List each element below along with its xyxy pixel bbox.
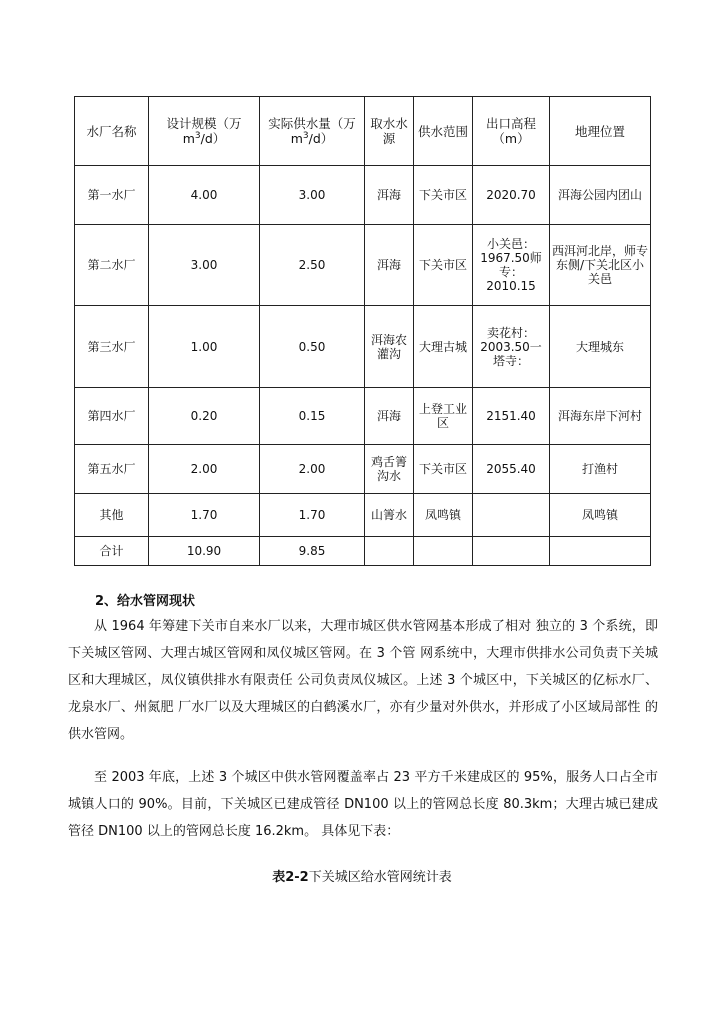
cell-plant-name: 第四水厂 [75, 388, 149, 445]
cell-design: 3.00 [149, 225, 260, 306]
header-design-label: 设计规模（万 [166, 116, 242, 131]
table-total-row [75, 537, 651, 566]
cell-plant-name: 第一水厂 [75, 166, 149, 225]
header-outlet-elevation: 出口高程（m） [473, 97, 550, 166]
cell-design: 0.20 [149, 388, 260, 445]
header-design-unit-sup: 3 [194, 130, 201, 141]
table-caption-title: 下关城区给水管网统计表 [308, 870, 452, 885]
table-row [75, 166, 651, 225]
table-row [75, 388, 651, 445]
table-row [75, 494, 651, 537]
cell-range: 上登工业区 [414, 388, 473, 445]
table-header-row [75, 97, 651, 166]
cell-elevation [473, 537, 550, 566]
cell-plant-name: 第三水厂 [75, 306, 149, 388]
header-actual-unit: m [290, 131, 303, 146]
cell-range [414, 537, 473, 566]
header-actual-unit-tail: /d） [308, 131, 334, 146]
cell-source: 洱海 [365, 225, 414, 306]
cell-elevation: 2020.70 [473, 166, 550, 225]
cell-location: 洱海公园内团山 [550, 166, 651, 225]
header-actual-supply [260, 97, 365, 166]
cell-design: 2.00 [149, 445, 260, 494]
table-caption-number: 表2-2 [272, 870, 309, 885]
cell-actual: 9.85 [260, 537, 365, 566]
cell-design: 1.00 [149, 306, 260, 388]
cell-range: 下关市区 [414, 445, 473, 494]
cell-source: 山箐水 [365, 494, 414, 537]
water-plant-table [74, 96, 651, 566]
cell-location: 西洱河北岸，师专东侧/下关北区小关邑 [550, 225, 651, 306]
header-design-capacity [149, 97, 260, 166]
cell-location: 洱海东岸下河村 [550, 388, 651, 445]
table-row [75, 306, 651, 388]
cell-range: 下关市区 [414, 225, 473, 306]
cell-plant-name: 合计 [75, 537, 149, 566]
cell-range: 大理古城 [414, 306, 473, 388]
cell-source: 洱海农灌沟 [365, 306, 414, 388]
cell-source: 鸡舌箐沟水 [365, 445, 414, 494]
cell-elevation [473, 494, 550, 537]
cell-actual: 1.70 [260, 494, 365, 537]
cell-source: 洱海 [365, 166, 414, 225]
cell-source: 洱海 [365, 388, 414, 445]
cell-elevation: 2151.40 [473, 388, 550, 445]
cell-design: 4.00 [149, 166, 260, 225]
cell-design: 10.90 [149, 537, 260, 566]
header-supply-range: 供水范围 [414, 97, 473, 166]
section-heading: 2、给水管网现状 [95, 594, 196, 609]
table-caption [0, 866, 724, 885]
cell-plant-name: 第五水厂 [75, 445, 149, 494]
cell-actual: 2.50 [260, 225, 365, 306]
cell-elevation: 小关邑：1967.50师专：2010.15 [473, 225, 550, 306]
cell-location: 大理城东 [550, 306, 651, 388]
header-actual-label: 实际供水量（万 [268, 116, 356, 131]
header-actual-unit-sup: 3 [302, 130, 309, 141]
cell-elevation: 卖花村：2003.50一塔寺： [473, 306, 550, 388]
cell-range: 下关市区 [414, 166, 473, 225]
cell-actual: 3.00 [260, 166, 365, 225]
header-plant-name: 水厂名称 [75, 97, 149, 166]
cell-actual: 0.50 [260, 306, 365, 388]
header-location: 地理位置 [550, 97, 651, 166]
cell-plant-name: 其他 [75, 494, 149, 537]
cell-location [550, 537, 651, 566]
table-row [75, 225, 651, 306]
header-water-source: 取水水源 [365, 97, 414, 166]
cell-actual: 0.15 [260, 388, 365, 445]
cell-location: 打渔村 [550, 445, 651, 494]
cell-plant-name: 第二水厂 [75, 225, 149, 306]
cell-location: 凤鸣镇 [550, 494, 651, 537]
paragraph-pipe-network-coverage: 至 2003 年底，上述 3 个城区中供水管网覆盖率占 23 平方千米建成区的 95%，服务人口占全市城镇人口的 90%。目前，下关城区已建成管径 DN100 以上的管网总长度 80.3km；大理古城已建成管径 DN100 以上的管网总长度 16.2km。 具体见下表： [68, 770, 658, 839]
header-design-unit-tail: /d） [200, 131, 226, 146]
cell-actual: 2.00 [260, 445, 365, 494]
cell-elevation: 2055.40 [473, 445, 550, 494]
cell-design: 1.70 [149, 494, 260, 537]
paragraph-pipe-network-history: 从 1964 年筹建下关市自来水厂以来，大理市城区供水管网基本形成了相对 独立的 3 个系统，即下关城区管网、大理古城区管网和凤仪城区管网。在 3 个管 网系统中，大理市供排水公司负责下关城区和大理城区，凤仪镇供排水有限责任 公司负责凤仪城区。上述 3 个城区中，下关城区的亿标水厂、龙泉水厂、州氮肥 厂水厂以及大理城区的白鹤溪水厂，亦有少量对外供水，并形成了小区域局部性 的供水管网。 [68, 619, 658, 742]
cell-range: 凤鸣镇 [414, 494, 473, 537]
table-row [75, 445, 651, 494]
cell-source [365, 537, 414, 566]
header-design-unit: m [182, 131, 195, 146]
